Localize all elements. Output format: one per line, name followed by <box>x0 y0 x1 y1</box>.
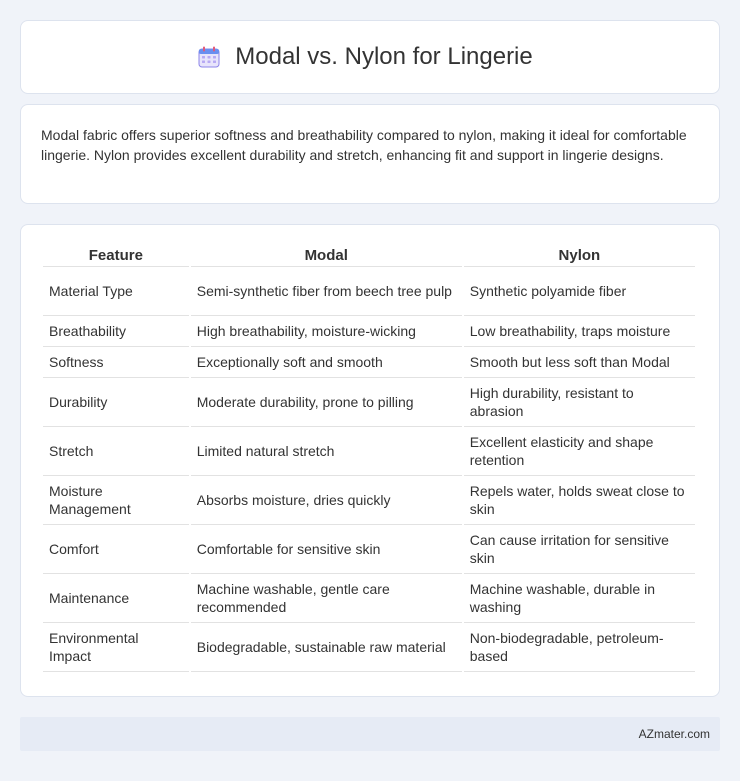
summary-card <box>20 104 720 204</box>
table-row <box>43 623 695 672</box>
table-row <box>43 267 695 316</box>
modal-cell: Semi-synthetic fiber from beech tree pulp <box>191 267 462 316</box>
table-row <box>43 378 695 427</box>
feature-cell: Stretch <box>43 427 189 476</box>
feature-cell: Softness <box>43 347 189 378</box>
table-row <box>43 347 695 378</box>
nylon-cell: Synthetic polyamide fiber <box>464 267 695 316</box>
nylon-cell: Low breathability, traps moisture <box>464 316 695 347</box>
title-wrap <box>197 43 532 71</box>
feature-cell: Comfort <box>43 525 189 574</box>
modal-cell: Absorbs moisture, dries quickly <box>191 476 462 525</box>
nylon-cell: High durability, resistant to abrasion <box>464 378 695 427</box>
feature-cell: Breathability <box>43 316 189 347</box>
table-row <box>43 574 695 623</box>
feature-cell: Moisture Management <box>43 476 189 525</box>
table-row <box>43 476 695 525</box>
page-title: Modal vs. Nylon for Lingerie <box>235 43 533 70</box>
table-header-row <box>43 245 695 267</box>
header-nylon: Nylon <box>464 245 695 267</box>
modal-cell: Limited natural stretch <box>191 427 462 476</box>
modal-cell: Comfortable for sensitive skin <box>191 525 462 574</box>
modal-cell: High breathability, moisture-wicking <box>191 316 462 347</box>
comparison-table <box>41 245 697 672</box>
nylon-cell: Repels water, holds sweat close to skin <box>464 476 695 525</box>
modal-cell: Machine washable, gentle care recommended <box>191 574 462 623</box>
footer <box>20 717 720 751</box>
modal-cell: Biodegradable, sustainable raw material <box>191 623 462 672</box>
nylon-cell: Excellent elasticity and shape retention <box>464 427 695 476</box>
modal-cell: Moderate durability, prone to pilling <box>191 378 462 427</box>
nylon-cell: Non-biodegradable, petroleum-based <box>464 623 695 672</box>
nylon-cell: Smooth but less soft than Modal <box>464 347 695 378</box>
feature-cell: Material Type <box>43 267 189 316</box>
title-card <box>20 20 720 94</box>
feature-cell: Durability <box>43 378 189 427</box>
header-modal: Modal <box>191 245 462 267</box>
feature-cell: Environmental Impact <box>43 623 189 672</box>
summary-text: Modal fabric offers superior softness and breathability compared to nylon, making it ideal for comfortable lingerie. Nylon provides excellent durability and stretch, enhancing fit and support in lingerie designs. <box>41 127 687 163</box>
nylon-cell: Machine washable, durable in washing <box>464 574 695 623</box>
feature-cell: Maintenance <box>43 574 189 623</box>
table-row <box>43 525 695 574</box>
table-row <box>43 316 695 347</box>
modal-cell: Exceptionally soft and smooth <box>191 347 462 378</box>
header-feature: Feature <box>43 245 189 267</box>
table-row <box>43 427 695 476</box>
footer-site-link[interactable]: AZmater.com <box>638 727 710 741</box>
comparison-table-card <box>20 224 720 697</box>
nylon-cell: Can cause irritation for sensitive skin <box>464 525 695 574</box>
calendar-icon <box>197 45 221 69</box>
